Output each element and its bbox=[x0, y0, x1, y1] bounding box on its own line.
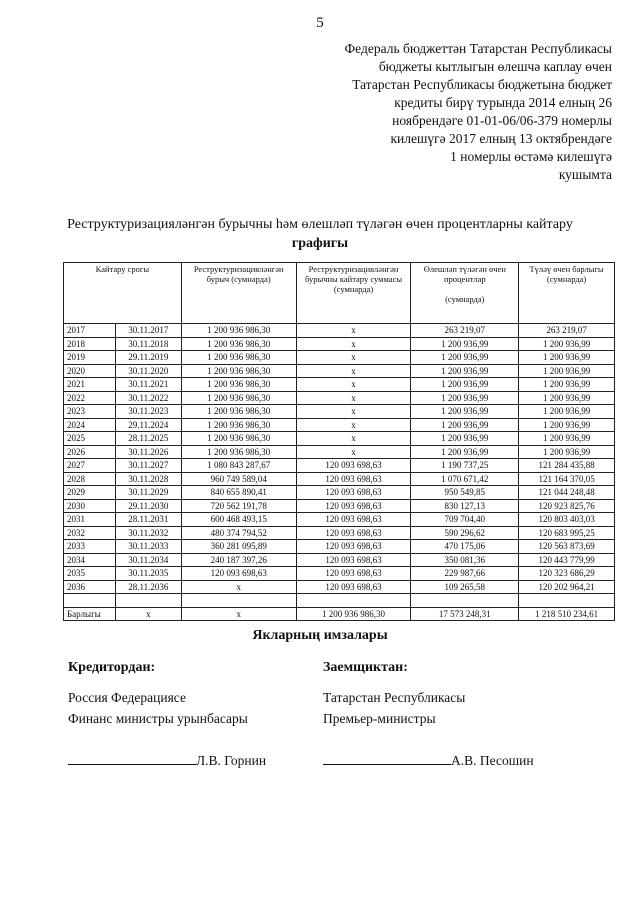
cell-debt: 1 200 936 986,30 bbox=[181, 378, 296, 392]
cell-year: 2024 bbox=[64, 418, 116, 432]
cell-year: 2023 bbox=[64, 405, 116, 419]
cell-debt: 1 200 936 986,30 bbox=[181, 432, 296, 446]
cell-debt: 480 374 794,52 bbox=[181, 526, 296, 540]
cell-repay: 120 093 698,63 bbox=[296, 526, 411, 540]
cell-interest: 1 070 671,42 bbox=[411, 472, 519, 486]
cell-total: 121 284 435,88 bbox=[519, 459, 615, 473]
table-row bbox=[64, 526, 615, 540]
document-title bbox=[0, 215, 640, 253]
header-interest: Өлешләп түләгән өчен процентлар (сумнарда) bbox=[411, 263, 519, 324]
cell-debt: 1 080 843 287,67 bbox=[181, 459, 296, 473]
table-row bbox=[64, 432, 615, 446]
cell-repay: x bbox=[296, 391, 411, 405]
table-row bbox=[64, 567, 615, 581]
cell-year: 2026 bbox=[64, 445, 116, 459]
table-row bbox=[64, 553, 615, 567]
borrower-heading: Заемщиктан: bbox=[323, 660, 408, 675]
cell-total: 120 563 873,69 bbox=[519, 540, 615, 554]
cell-date: 30.11.2020 bbox=[115, 364, 181, 378]
totals-label: Барлыгы bbox=[64, 607, 116, 621]
cell-date: 30.11.2017 bbox=[115, 324, 181, 338]
cell-date: 30.11.2027 bbox=[115, 459, 181, 473]
cell-repay: 120 093 698,63 bbox=[296, 553, 411, 567]
cell-interest: 470 175,06 bbox=[411, 540, 519, 554]
cell-total: 121 044 248,48 bbox=[519, 486, 615, 500]
cell-repay: 120 093 698,63 bbox=[296, 567, 411, 581]
cell-interest: 1 200 936,99 bbox=[411, 445, 519, 459]
repayment-schedule-table bbox=[63, 262, 615, 621]
table-row bbox=[64, 405, 615, 419]
table-row bbox=[64, 445, 615, 459]
cell-total: 1 200 936,99 bbox=[519, 391, 615, 405]
cell-total: 1 200 936,99 bbox=[519, 418, 615, 432]
cell-total: 1 200 936,99 bbox=[519, 432, 615, 446]
cell-debt: 840 655 890,41 bbox=[181, 486, 296, 500]
cell-interest: 1 200 936,99 bbox=[411, 378, 519, 392]
header-line: ноябрендәге 01-01-06/06-379 номерлы bbox=[392, 113, 612, 128]
table-row bbox=[64, 364, 615, 378]
table-row bbox=[64, 324, 615, 338]
cell-interest: 1 190 737,25 bbox=[411, 459, 519, 473]
table-row bbox=[64, 580, 615, 594]
cell-date: 28.11.2031 bbox=[115, 513, 181, 527]
cell-repay: x bbox=[296, 405, 411, 419]
creditor-signature bbox=[68, 752, 266, 769]
creditor-line1: Россия Федерациясе bbox=[68, 690, 186, 705]
cell-total: 120 443 779,99 bbox=[519, 553, 615, 567]
title-subtitle: графигы bbox=[291, 236, 349, 251]
table-row bbox=[64, 459, 615, 473]
cell-interest: 1 200 936,99 bbox=[411, 418, 519, 432]
cell-date: 30.11.2033 bbox=[115, 540, 181, 554]
cell-year: 2021 bbox=[64, 378, 116, 392]
cell-interest: 1 200 936,99 bbox=[411, 391, 519, 405]
cell-debt: 960 749 589,04 bbox=[181, 472, 296, 486]
page-number: 5 bbox=[316, 15, 324, 31]
cell-interest: 1 200 936,99 bbox=[411, 432, 519, 446]
totals-total: 1 218 510 234,61 bbox=[519, 607, 615, 621]
cell-debt: 1 200 936 986,30 bbox=[181, 391, 296, 405]
cell-date: 30.11.2021 bbox=[115, 378, 181, 392]
cell-debt: 1 200 936 986,30 bbox=[181, 405, 296, 419]
table-row bbox=[64, 499, 615, 513]
cell-total: 120 323 686,29 bbox=[519, 567, 615, 581]
cell-debt: 1 200 936 986,30 bbox=[181, 337, 296, 351]
header-repay: Реструктуризацияләнгән бурычны кайтару суммасы (сумнарда) bbox=[296, 263, 411, 324]
cell-repay: 120 093 698,63 bbox=[296, 459, 411, 473]
header-total: Түләү өчен барлыгы (сумнарда) bbox=[519, 263, 615, 324]
cell-date: 28.11.2025 bbox=[115, 432, 181, 446]
cell-interest: 350 081,36 bbox=[411, 553, 519, 567]
cell-year: 2027 bbox=[64, 459, 116, 473]
cell-date: 30.11.2026 bbox=[115, 445, 181, 459]
cell-interest: 229 987,66 bbox=[411, 567, 519, 581]
cell-total: 263 219,07 bbox=[519, 324, 615, 338]
cell-repay: x bbox=[296, 364, 411, 378]
cell-year: 2031 bbox=[64, 513, 116, 527]
table-row bbox=[64, 486, 615, 500]
cell-year: 2017 bbox=[64, 324, 116, 338]
cell-repay: x bbox=[296, 418, 411, 432]
cell-year: 2035 bbox=[64, 567, 116, 581]
cell-date: 30.11.2035 bbox=[115, 567, 181, 581]
cell-repay: 120 093 698,63 bbox=[296, 499, 411, 513]
cell-total: 120 683 995,25 bbox=[519, 526, 615, 540]
table-row bbox=[64, 472, 615, 486]
cell-year: 2032 bbox=[64, 526, 116, 540]
creditor-name: Л.В. Горнин bbox=[196, 753, 267, 768]
borrower-name: А.В. Песошин bbox=[451, 753, 534, 768]
cell-year: 2025 bbox=[64, 432, 116, 446]
cell-year: 2029 bbox=[64, 486, 116, 500]
borrower-signature bbox=[323, 752, 534, 769]
cell-total: 1 200 936,99 bbox=[519, 351, 615, 365]
cell-date: 30.11.2018 bbox=[115, 337, 181, 351]
cell-total: 1 200 936,99 bbox=[519, 378, 615, 392]
borrower-line2: Премьер-министры bbox=[323, 711, 436, 726]
cell-interest: 830 127,13 bbox=[411, 499, 519, 513]
cell-repay: 120 093 698,63 bbox=[296, 472, 411, 486]
creditor-line2: Финанс министры урынбасары bbox=[68, 711, 248, 726]
totals-repay: 1 200 936 986,30 bbox=[296, 607, 411, 621]
creditor-signature-line bbox=[68, 752, 196, 765]
cell-year: 2033 bbox=[64, 540, 116, 554]
cell-repay: x bbox=[296, 324, 411, 338]
header-line: бюджеты кытлыгын өлешчә каплау өчен bbox=[378, 59, 612, 74]
cell-interest: 109 265,58 bbox=[411, 580, 519, 594]
cell-repay: 120 093 698,63 bbox=[296, 580, 411, 594]
cell-debt: 120 093 698,63 bbox=[181, 567, 296, 581]
totals-debt: x bbox=[181, 607, 296, 621]
cell-debt: 720 562 191,78 bbox=[181, 499, 296, 513]
header-line: кредиты бирү турында 2014 елның 26 bbox=[394, 95, 612, 110]
cell-date: 30.11.2032 bbox=[115, 526, 181, 540]
cell-year: 2030 bbox=[64, 499, 116, 513]
cell-debt: 360 281 095,89 bbox=[181, 540, 296, 554]
table-row bbox=[64, 418, 615, 432]
cell-debt: 1 200 936 986,30 bbox=[181, 364, 296, 378]
cell-debt: 1 200 936 986,30 bbox=[181, 445, 296, 459]
table-row bbox=[64, 351, 615, 365]
cell-year: 2028 bbox=[64, 472, 116, 486]
borrower-signature-line bbox=[323, 752, 451, 765]
table-row bbox=[64, 378, 615, 392]
title-text: Реструктуризацияләнгән бурычны һәм өлешләп түләгән өчен процентларны кайтару bbox=[67, 217, 573, 232]
totals-date: x bbox=[115, 607, 181, 621]
cell-year: 2034 bbox=[64, 553, 116, 567]
header-line: 1 номерлы өстәмә килешүгә bbox=[450, 149, 612, 164]
cell-date: 30.11.2028 bbox=[115, 472, 181, 486]
cell-repay: x bbox=[296, 432, 411, 446]
spacer-row bbox=[64, 594, 615, 608]
totals-row bbox=[64, 607, 615, 621]
cell-date: 30.11.2034 bbox=[115, 553, 181, 567]
header-block bbox=[345, 40, 613, 184]
cell-repay: x bbox=[296, 445, 411, 459]
cell-repay: x bbox=[296, 351, 411, 365]
header-debt: Реструктуризацияләнгән бурыч (сумнарда) bbox=[181, 263, 296, 324]
cell-year: 2022 bbox=[64, 391, 116, 405]
table-header-row bbox=[64, 263, 615, 324]
header-line: Федераль бюджеттән Татарстан Республикасы bbox=[344, 41, 612, 56]
cell-year: 2019 bbox=[64, 351, 116, 365]
cell-interest: 1 200 936,99 bbox=[411, 351, 519, 365]
cell-repay: x bbox=[296, 337, 411, 351]
cell-repay: 120 093 698,63 bbox=[296, 540, 411, 554]
cell-interest: 1 200 936,99 bbox=[411, 337, 519, 351]
totals-interest: 17 573 248,31 bbox=[411, 607, 519, 621]
cell-date: 30.11.2023 bbox=[115, 405, 181, 419]
cell-debt: 1 200 936 986,30 bbox=[181, 351, 296, 365]
cell-interest: 263 219,07 bbox=[411, 324, 519, 338]
cell-total: 1 200 936,99 bbox=[519, 445, 615, 459]
cell-repay: x bbox=[296, 378, 411, 392]
cell-total: 1 200 936,99 bbox=[519, 405, 615, 419]
cell-date: 30.11.2022 bbox=[115, 391, 181, 405]
cell-total: 120 202 964,21 bbox=[519, 580, 615, 594]
cell-date: 28.11.2036 bbox=[115, 580, 181, 594]
cell-year: 2018 bbox=[64, 337, 116, 351]
table-row bbox=[64, 391, 615, 405]
signatures-title: Якларның имзалары bbox=[252, 628, 388, 643]
header-line: Татарстан Республикасы бюджетына бюджет bbox=[352, 77, 612, 92]
header-line: кушымта bbox=[558, 167, 612, 182]
cell-date: 29.11.2019 bbox=[115, 351, 181, 365]
cell-interest: 950 549,85 bbox=[411, 486, 519, 500]
cell-debt: 240 187 397,26 bbox=[181, 553, 296, 567]
cell-year: 2020 bbox=[64, 364, 116, 378]
cell-date: 30.11.2029 bbox=[115, 486, 181, 500]
cell-debt: x bbox=[181, 580, 296, 594]
borrower-line1: Татарстан Республикасы bbox=[323, 690, 466, 705]
cell-total: 120 923 825,76 bbox=[519, 499, 615, 513]
cell-interest: 590 296,62 bbox=[411, 526, 519, 540]
cell-debt: 1 200 936 986,30 bbox=[181, 418, 296, 432]
cell-repay: 120 093 698,63 bbox=[296, 513, 411, 527]
table-row bbox=[64, 513, 615, 527]
cell-interest: 1 200 936,99 bbox=[411, 364, 519, 378]
cell-total: 121 164 370,05 bbox=[519, 472, 615, 486]
cell-date: 29.11.2030 bbox=[115, 499, 181, 513]
cell-total: 120 803 403,03 bbox=[519, 513, 615, 527]
header-term: Кайтару срогы bbox=[64, 263, 182, 324]
header-line: килешүгә 2017 елның 13 октябрендәге bbox=[390, 131, 612, 146]
cell-interest: 709 704,40 bbox=[411, 513, 519, 527]
table-row bbox=[64, 540, 615, 554]
cell-date: 29.11.2024 bbox=[115, 418, 181, 432]
creditor-heading: Кредитордан: bbox=[68, 660, 156, 675]
cell-total: 1 200 936,99 bbox=[519, 337, 615, 351]
cell-debt: 1 200 936 986,30 bbox=[181, 324, 296, 338]
cell-repay: 120 093 698,63 bbox=[296, 486, 411, 500]
table-row bbox=[64, 337, 615, 351]
cell-interest: 1 200 936,99 bbox=[411, 405, 519, 419]
cell-year: 2036 bbox=[64, 580, 116, 594]
cell-debt: 600 468 493,15 bbox=[181, 513, 296, 527]
cell-total: 1 200 936,99 bbox=[519, 364, 615, 378]
